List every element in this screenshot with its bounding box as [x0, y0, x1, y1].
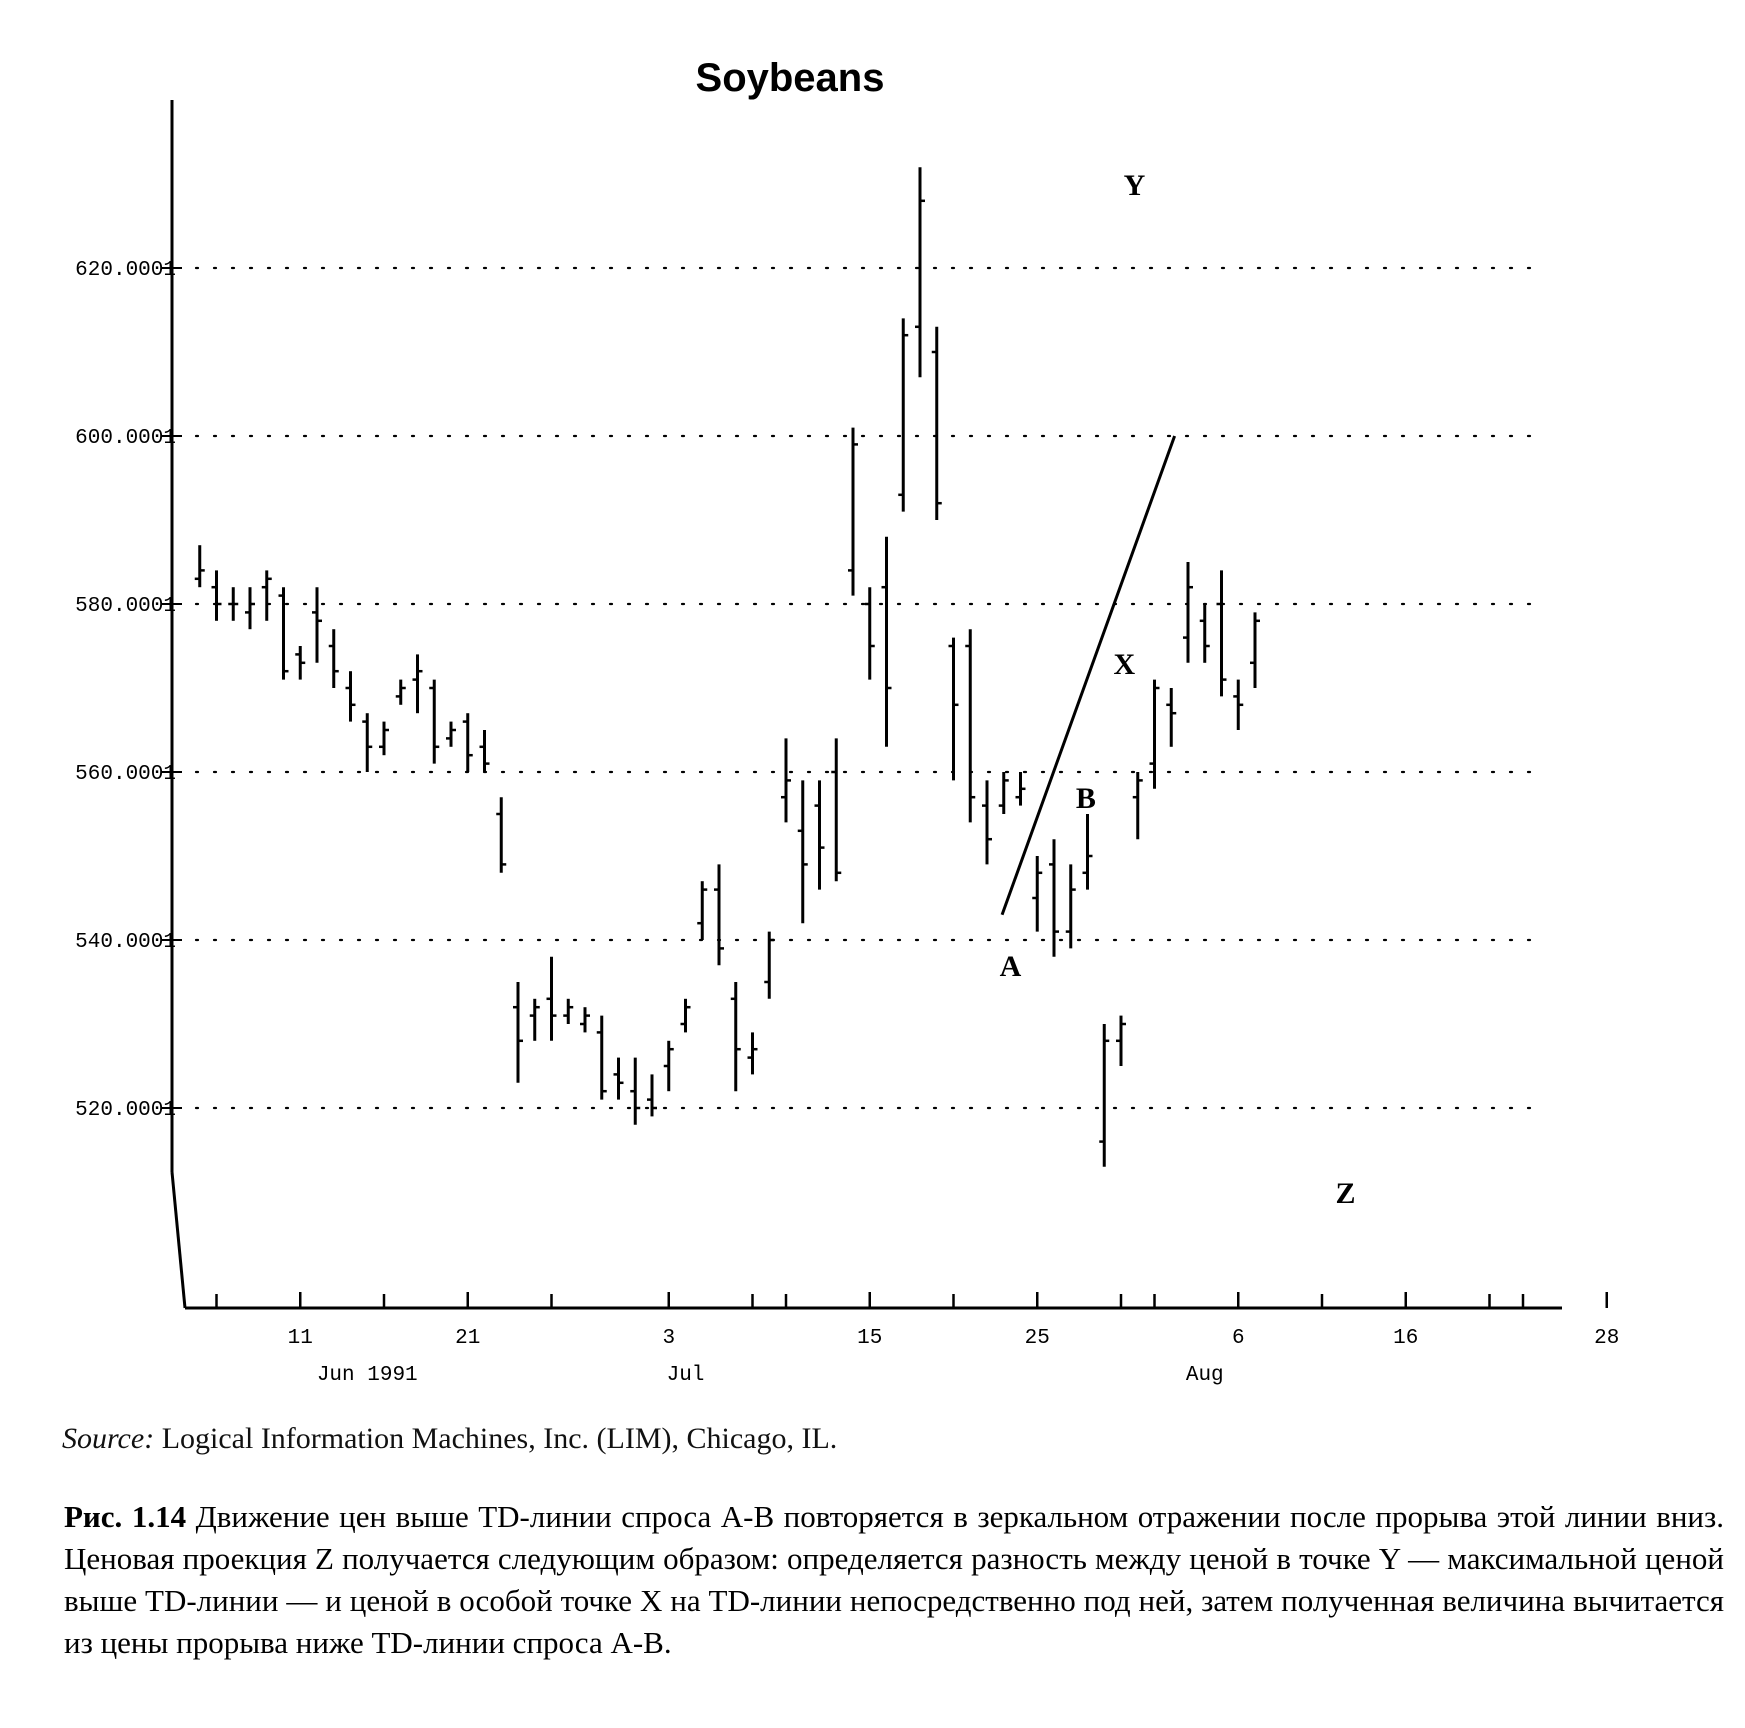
price-bar: [1083, 814, 1093, 890]
price-bar: [1233, 680, 1243, 730]
price-bar: [697, 881, 707, 940]
price-bar: [396, 680, 406, 705]
price-bar: [547, 957, 557, 1041]
price-bar: [1066, 864, 1076, 948]
source-line: [62, 1422, 837, 1456]
y-tick-label: 560.0001: [75, 763, 176, 786]
x-tick-label: 15: [857, 1327, 883, 1350]
price-bar: [463, 713, 473, 772]
annotation-z: Z: [1335, 1177, 1356, 1210]
price-bar: [1183, 562, 1193, 663]
axes: [162, 100, 1607, 1308]
price-bar: [898, 318, 908, 511]
y-axis-lower-line: [172, 1172, 185, 1308]
price-bar: [1166, 688, 1176, 747]
y-tick-label: 600.0001: [75, 427, 176, 450]
price-bar: [262, 570, 272, 620]
price-bar: [999, 772, 1009, 814]
price-bar: [1099, 1024, 1109, 1167]
price-bar: [815, 780, 825, 889]
price-bar: [848, 428, 858, 596]
price-bar: [865, 587, 875, 679]
price-bar: [1133, 772, 1143, 839]
x-tick-label: 21: [455, 1327, 481, 1350]
price-bar: [681, 999, 691, 1033]
y-tick-label: 540.0001: [75, 931, 176, 954]
price-bar: [630, 1058, 640, 1125]
price-bar: [798, 780, 808, 923]
figure-caption: [64, 1496, 1724, 1664]
source-prefix: Source:: [62, 1422, 155, 1455]
price-bar: [831, 738, 841, 881]
y-tick-label: 580.0001: [75, 595, 176, 618]
price-bar: [781, 738, 791, 822]
x-tick-label: 6: [1231, 1327, 1245, 1350]
annotation-y: Y: [1123, 169, 1146, 202]
price-bar: [329, 629, 339, 688]
price-bar: [932, 327, 942, 520]
x-tick-label: 3: [662, 1327, 676, 1350]
price-bar: [647, 1074, 657, 1116]
price-bar: [212, 570, 222, 620]
price-bar: [731, 982, 741, 1091]
figure-label: Рис. 1.14: [64, 1499, 187, 1534]
price-bar: [1116, 1016, 1126, 1066]
price-bar: [446, 722, 456, 747]
y-tick-label: 520.0001: [75, 1099, 176, 1122]
x-tick-label: 16: [1393, 1327, 1419, 1350]
price-bar: [245, 587, 255, 629]
price-bar: [362, 713, 372, 772]
price-bar: [312, 587, 322, 663]
price-bar: [1016, 772, 1026, 806]
price-bar: [228, 587, 238, 621]
chart-title: Soybeans: [695, 56, 885, 100]
price-bar: [279, 587, 289, 679]
annotation-b: B: [1075, 782, 1096, 816]
price-bar: [965, 629, 975, 822]
price-bar: [597, 1016, 607, 1100]
x-tick-labels: [288, 1327, 1620, 1387]
point-annotations: [1000, 169, 1356, 1210]
price-bar: [480, 730, 490, 772]
price-bar: [530, 999, 540, 1041]
price-bar: [982, 780, 992, 864]
price-bar: [379, 722, 389, 756]
price-bar: [1217, 570, 1227, 696]
price-bar: [664, 1041, 674, 1091]
price-bar: [563, 999, 573, 1024]
price-bar: [346, 671, 356, 721]
x-tick-label: 11: [287, 1327, 313, 1350]
y-tick-label: 620.0001: [75, 259, 176, 282]
price-bar: [429, 680, 439, 764]
x-tick-label: 28: [1594, 1327, 1620, 1350]
price-bar: [295, 646, 305, 680]
month-label: Jun 1991: [316, 1364, 418, 1387]
price-bar: [915, 167, 925, 377]
price-bar: [513, 982, 523, 1083]
price-bar: [1049, 839, 1059, 957]
price-bar: [748, 1032, 758, 1074]
price-bar: [949, 638, 959, 781]
price-bars: [195, 167, 1260, 1167]
price-bar: [195, 545, 205, 587]
price-bar: [882, 537, 892, 747]
price-bar: [1250, 612, 1260, 688]
price-bar: [496, 797, 506, 873]
price-bar: [764, 932, 774, 999]
annotation-a: A: [999, 950, 1022, 984]
source-text: Logical Information Machines, Inc. (LIM), Chicago, IL.: [161, 1422, 838, 1455]
month-label: Aug: [1185, 1364, 1224, 1387]
price-bar: [714, 864, 724, 965]
price-bar: [413, 654, 423, 713]
annotation-x: X: [1113, 647, 1136, 681]
y-tick-labels: [75, 259, 176, 1122]
x-tick-label: 25: [1024, 1327, 1050, 1350]
price-bar: [1032, 856, 1042, 932]
price-bar: [1200, 604, 1210, 663]
month-label: Jul: [666, 1364, 705, 1387]
caption-text: Движение цен выше TD-линии спроса A-B повторяется в зеркальном отражении после прорыва этой линии вниз. Ценовая проекция Z получается следующим образом: определяется разность между ценой в точке Y — максимальной ценой выше TD-линии — и ценой в особой точке X на TD-линии непосредственно под ней, затем полученная величина вычитается из цены прорыва ниже TD-линии спроса A-B.: [64, 1499, 1725, 1660]
grid-lines: [196, 268, 1540, 1108]
price-bar: [614, 1058, 624, 1100]
price-bar: [580, 1007, 590, 1032]
